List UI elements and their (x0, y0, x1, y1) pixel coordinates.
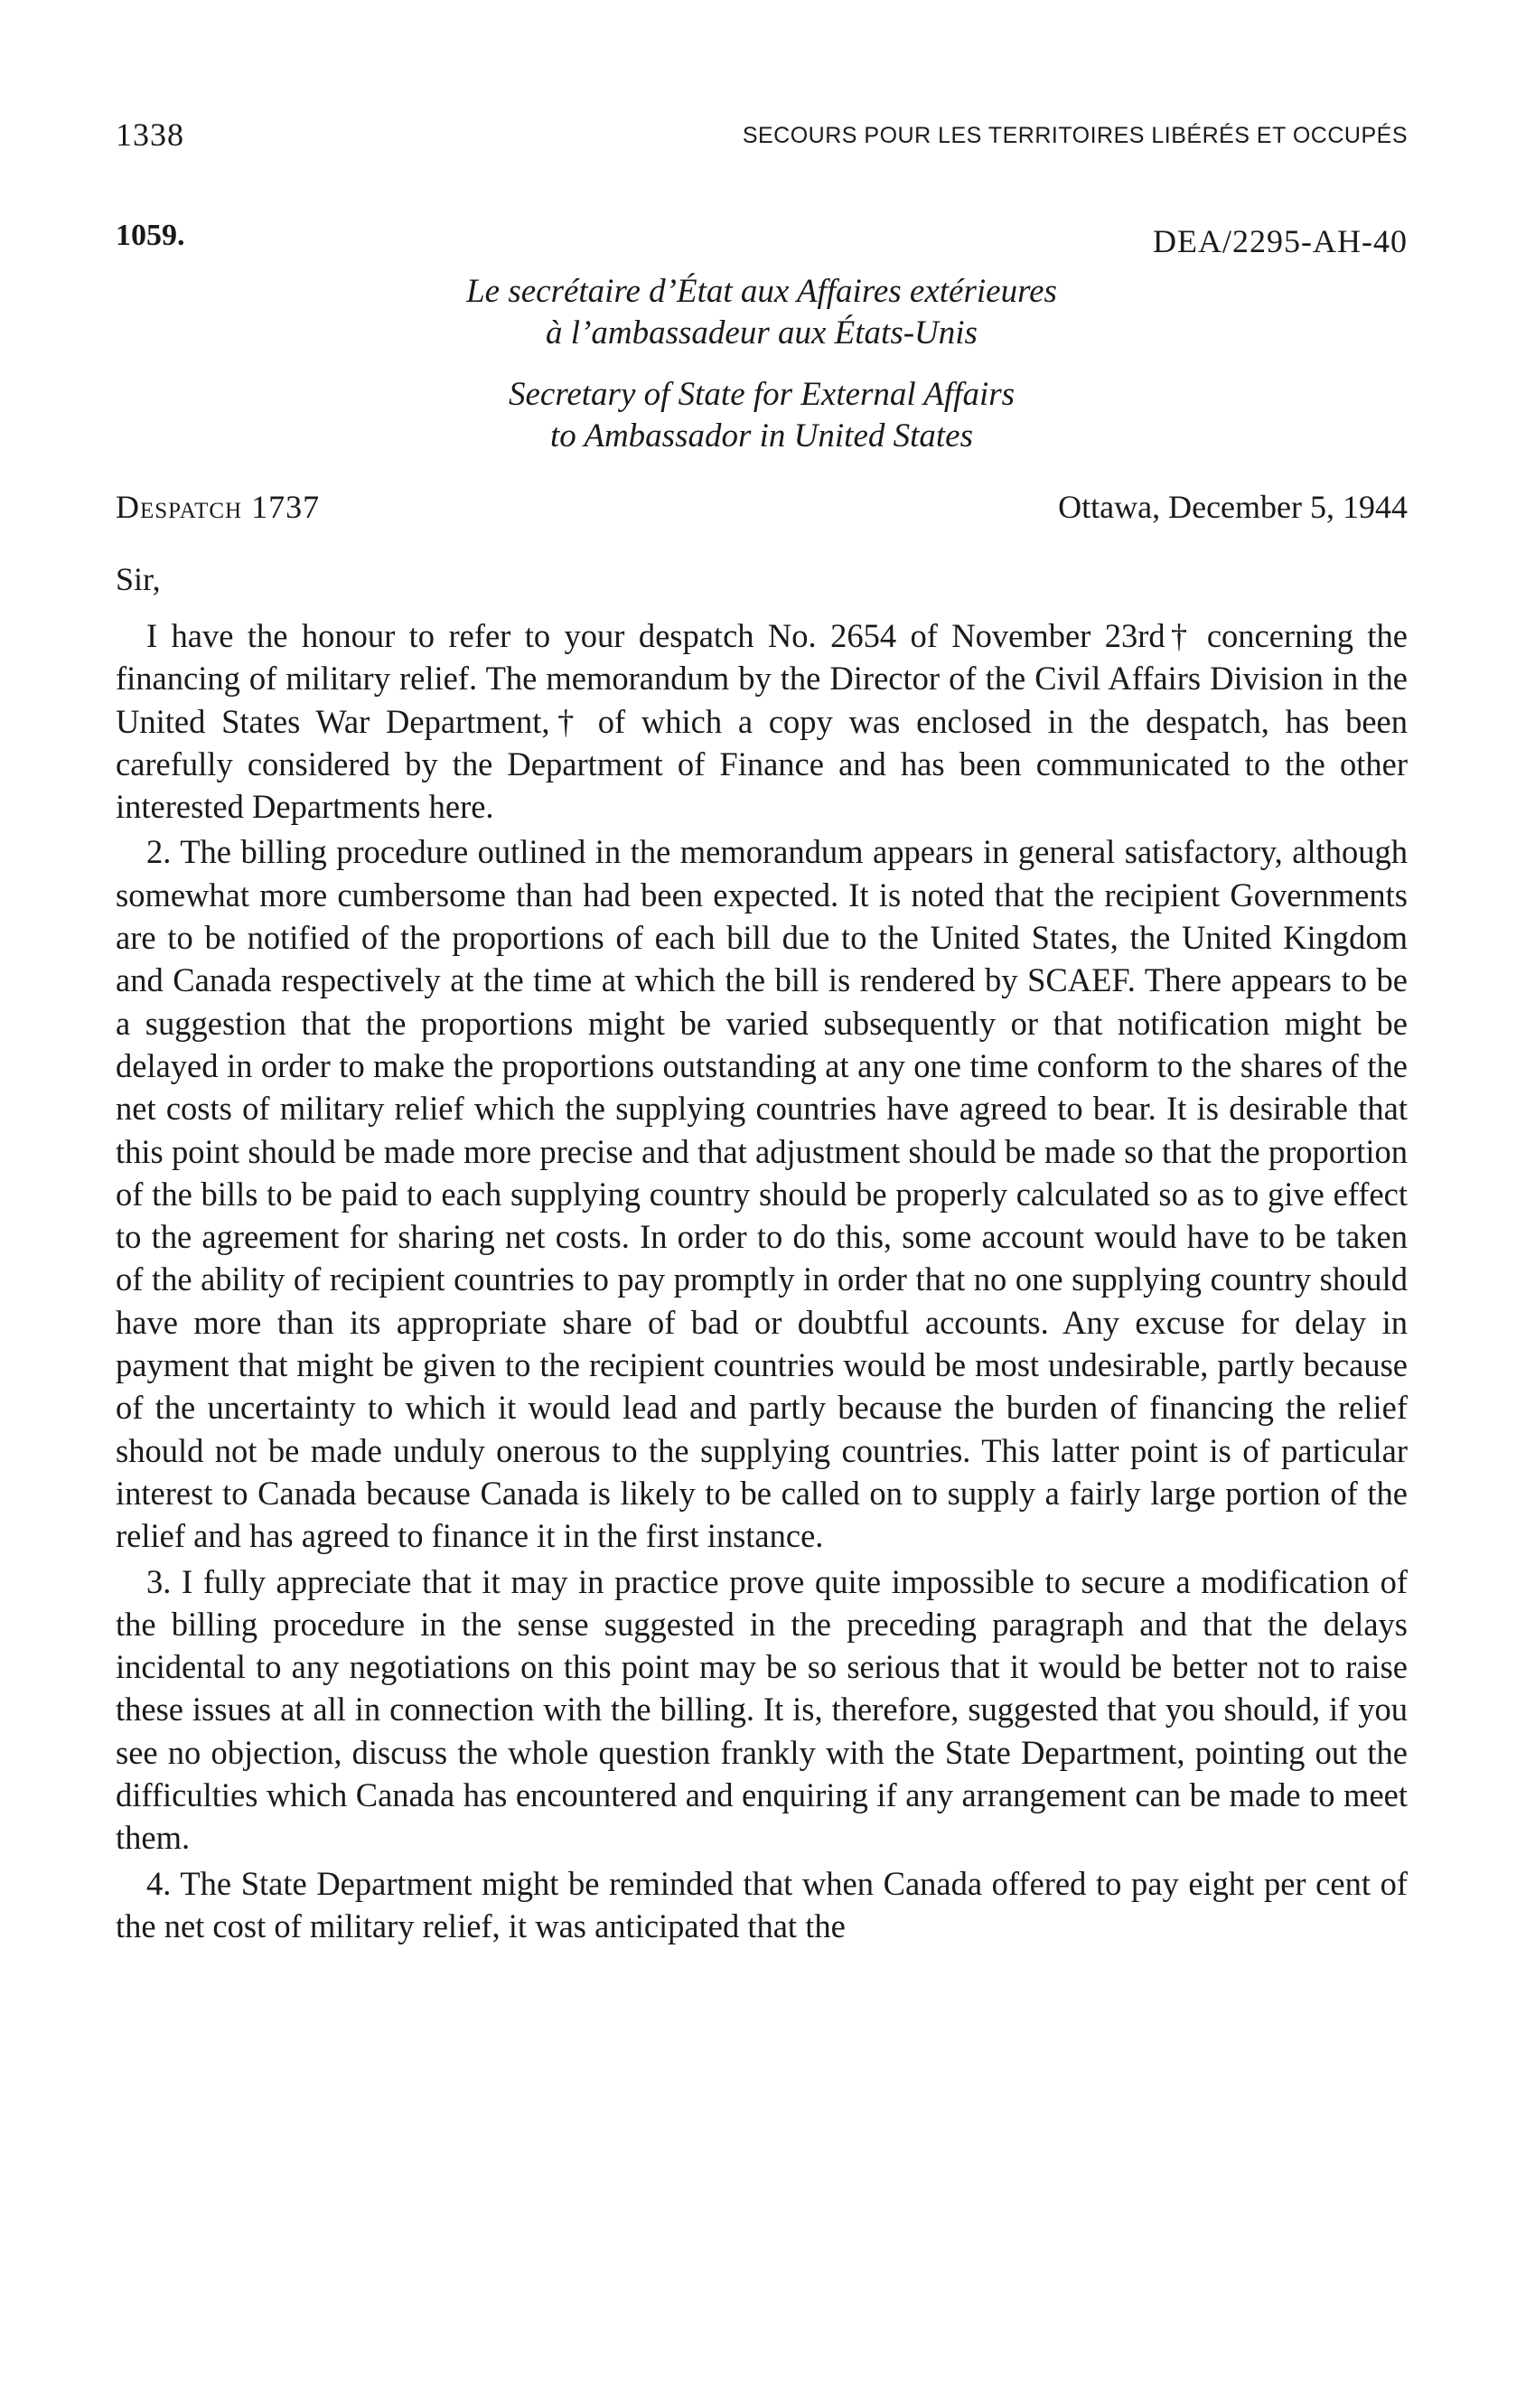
title-french (116, 271, 1408, 354)
running-title: SECOURS POUR LES TERRITOIRES LIBÉRÉS ET OCCUPÉS (742, 123, 1408, 148)
file-reference: DEA/2295-AH-40 (1153, 223, 1408, 259)
despatch-label: Despatch 1737 (116, 489, 321, 525)
paragraph-4: 4. The State Department might be reminded that when Canada offered to pay eight per cent of the net cost of military relief, it was anticipated that the (116, 1864, 1408, 1944)
title-english-line-2: to Ambassador in United States (550, 417, 973, 454)
document-titles (116, 271, 1408, 457)
despatch-line (116, 488, 1408, 533)
title-english (116, 374, 1408, 457)
document-number: 1059. (116, 219, 185, 252)
salutation: Sir, (116, 561, 161, 597)
running-header (116, 116, 1408, 161)
paragraph-2: 2. The billing procedure outlined in the memorandum appears in general satisfactory, although somewhat more cumbersome than had been expected. It is noted that the recipient Governments are to be notified of the proportions of each bill due to the United States, the United Kingdom and Canada respectively at the time at which the bill is rendered by SCAEF. There appears to be a suggestion that the proportions might be varied subsequently or that notification might be delayed in order to make the proportions outstanding at any one time conform to the shares of the net costs of military relief which the supplying countries have agreed to bear. It is desirable that this point should be made more precise and that adjustment should be made so that the proportion of the bills to be paid to each supplying country should be properly calculated so as to give effect to the agreement for sharing net costs. In order to do this, some account would have to be taken of the ability of recipient countries to pay promptly in order that no one supplying country should have more than its appropriate share of bad or doubtful accounts. Any excuse for delay in payment that might be given to the recipient countries would be most undesirable, partly because of the uncertainty to which it would lead and partly because the burden of financing the relief should not be made unduly onerous to the supplying countries. This latter point is of particular interest to Canada because Canada is likely to be called on to supply a fairly large portion of the relief and has agreed to finance it in the first instance. (116, 833, 1408, 1555)
title-french-line-2: à l’ambassadeur aux États-Unis (546, 314, 978, 351)
document-heading (116, 219, 1408, 264)
body-text (116, 614, 1408, 1950)
title-english-line-1: Secretary of State for External Affairs (508, 376, 1016, 413)
document-page (116, 0, 1408, 2408)
title-french-line-1: Le secrétaire d’État aux Affaires extérieures (466, 273, 1057, 310)
paragraph-3: 3. I fully appreciate that it may in practice prove quite impossible to secure a modification of the billing procedure in the sense suggested in the preceding paragraph and that the delays incidental to any negotiations on this point may be so serious that it would be better not to raise these issues at all in connection with the billing. It is, therefore, suggested that you should, if you see no objection, discuss the whole question frankly with the State Department, pointing out the difficulties which Canada has encountered and enquiring if any arrangement can be made to meet them. (116, 1562, 1408, 1857)
dateline: Ottawa, December 5, 1944 (1058, 489, 1408, 525)
page-number: 1338 (116, 117, 184, 153)
paragraph-1: I have the honour to refer to your despatch No. 2654 of November 23rd† concerning the financing of military relief. The memorandum by the Director of the Civil Affairs Division in the United States War Department,† of which a copy was enclosed in the despatch, has been carefully considered by the Department of Finance and has been communicated to the other interested Departments here. (116, 617, 1408, 826)
